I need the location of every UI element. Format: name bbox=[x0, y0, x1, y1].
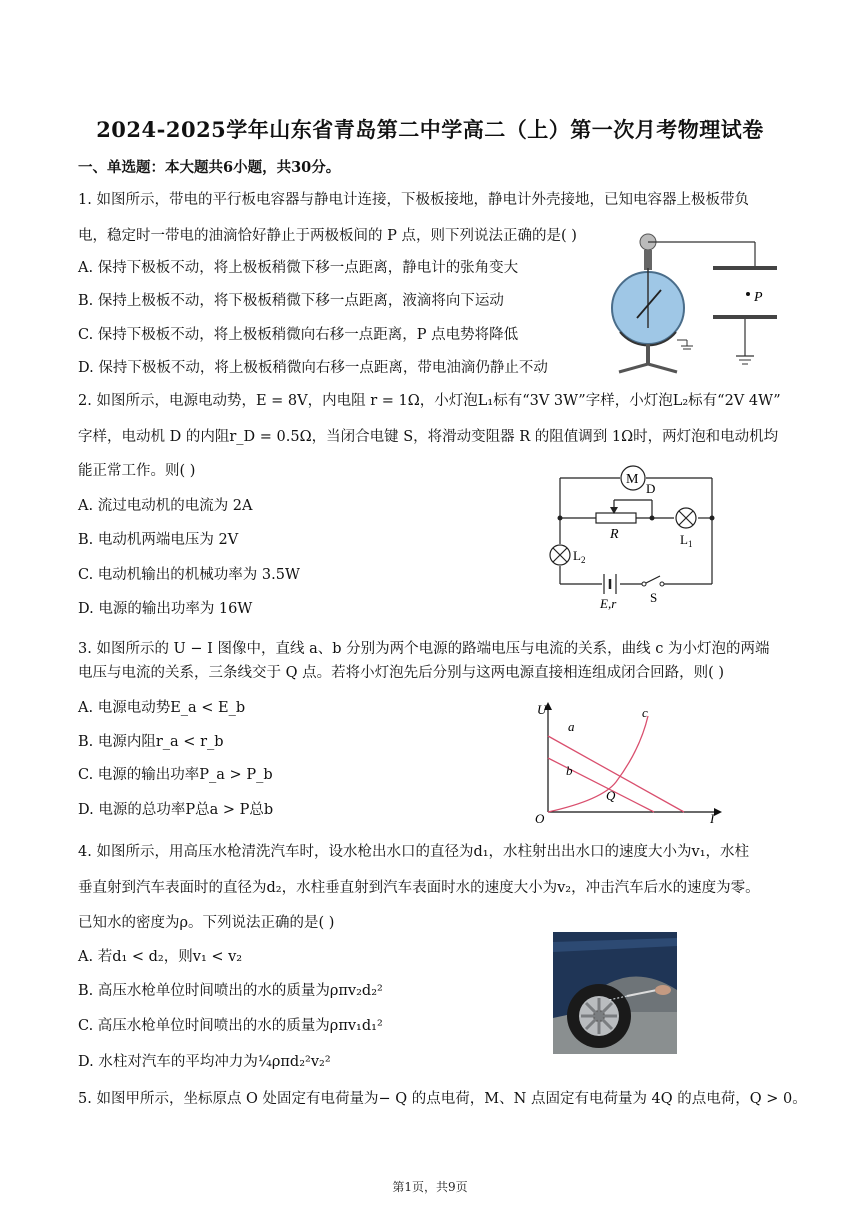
section-heading: 一、单选题：本大题共6小题，共30分。 bbox=[78, 159, 341, 176]
page-footer: 第1页，共9页 bbox=[392, 1180, 468, 1194]
q2-option-b: B. 电动机两端电压为 2V bbox=[78, 532, 239, 548]
q2-option-c: C. 电动机输出的机械功率为 3.5W bbox=[78, 567, 300, 583]
q2-stem-line2: 字样，电动机 D 的内阻r_D = 0.5Ω，当闭合电键 S，将滑动变阻器 R 的阻值调到 1Ω时，两灯泡和电动机均 bbox=[78, 429, 779, 445]
q3-axis-u: U bbox=[537, 702, 547, 717]
q4-option-b: B. 高压水枪单位时间喷出的水的质量为ρπv₂d₂² bbox=[78, 983, 383, 999]
q4-stem-line1: 4. 如图所示，用高压水枪清洗汽车时，设水枪出水口的直径为d₁，水柱射出出水口的速度大小为v₁，水柱 bbox=[78, 844, 750, 860]
q1-stem-line2: 电，稳定时一带电的油滴恰好静止于两极板间的 P 点，则下列说法正确的是( ) bbox=[78, 228, 577, 244]
q4-figure-car-wash-photo bbox=[553, 932, 677, 1054]
q3-label-b: b bbox=[566, 763, 573, 778]
q1-option-c: C. 保持下极板不动，将上极板稍微向右移一点距离，P 点电势将降低 bbox=[78, 327, 519, 343]
q4-option-d: D. 水柱对汽车的平均冲力为¼ρπd₂²v₂² bbox=[78, 1054, 331, 1070]
q3-label-a: a bbox=[568, 719, 575, 734]
q2-lamp2-sub: 2 bbox=[580, 555, 586, 565]
q2-motor-d-label: D bbox=[646, 481, 656, 496]
q2-stem-line1: 2. 如图所示，电源电动势，E = 8V，内电阻 r = 1Ω，小灯泡L₁标有“3V 3W”字样，小灯泡L₂标有“2V 4W” bbox=[78, 393, 781, 409]
q2-stem-line3: 能正常工作。则( ) bbox=[78, 463, 196, 479]
q2-lamp1-sub: 1 bbox=[687, 539, 693, 549]
page-title: 2024-2025学年山东省青岛第二中学高二（上）第一次月考物理试卷 bbox=[96, 117, 764, 142]
q3-option-b: B. 电源内阻r_a < r_b bbox=[78, 734, 224, 750]
q3-option-a: A. 电源电动势E_a < E_b bbox=[78, 700, 246, 716]
q2-option-a: A. 流过电动机的电流为 2A bbox=[78, 498, 253, 514]
svg-text:L1 bbox=[680, 532, 692, 549]
q3-stem-line2: 电压与电流的关系，三条线交于 Q 点。若将小灯泡先后分别与这两电源直接相连组成闭合回路，则( ) bbox=[78, 665, 725, 681]
q3-figure-ui-graph bbox=[532, 694, 732, 826]
q2-figure-circuit bbox=[540, 462, 720, 610]
q2-rheostat-label: R bbox=[610, 527, 619, 542]
q3-option-c: C. 电源的输出功率P_a > P_b bbox=[78, 767, 273, 783]
q1-option-b: B. 保持上极板不动，将下极板稍微下移一点距离，液滴将向下运动 bbox=[78, 293, 504, 309]
svg-text:L2 bbox=[573, 548, 585, 565]
q2-switch-label: S bbox=[650, 590, 658, 605]
q1-option-a: A. 保持下极板不动，将上极板稍微下移一点距离，静电计的张角变大 bbox=[78, 260, 519, 276]
q1-figure-electroscope bbox=[605, 228, 785, 376]
q2-lamp1-label: L bbox=[680, 532, 688, 547]
q3-stem-line1: 3. 如图所示的 U − I 图像中，直线 a、b 分别为两个电源的路端电压与电流的关系，曲线 c 为小灯泡的两端 bbox=[78, 641, 770, 657]
q1-stem-line1: 1. 如图所示，带电的平行板电容器与静电计连接，下极板接地，静电计外壳接地，已知电容器上极板带负 bbox=[78, 192, 749, 208]
q2-motor-label: M bbox=[626, 472, 639, 487]
q2-source-label: E,r bbox=[600, 596, 617, 610]
q4-stem-line3: 已知水的密度为ρ。下列说法正确的是( ) bbox=[78, 915, 335, 931]
q2-lamp2-label: L bbox=[573, 548, 581, 563]
q4-stem-line2: 垂直射到汽车表面时的直径为d₂，水柱垂直射到汽车表面时水的速度大小为v₂，冲击汽车后水的速度为零。 bbox=[78, 880, 760, 896]
q3-label-c: c bbox=[642, 705, 648, 720]
q3-axis-i: I bbox=[710, 811, 715, 826]
q3-label-q: Q bbox=[606, 788, 616, 803]
q1-point-p-label: P bbox=[754, 290, 763, 305]
q4-option-c: C. 高压水枪单位时间喷出的水的质量为ρπv₁d₁² bbox=[78, 1018, 383, 1034]
q2-option-d: D. 电源的输出功率为 16W bbox=[78, 601, 253, 617]
q3-option-d: D. 电源的总功率P总a > P总b bbox=[78, 802, 274, 818]
q4-option-a: A. 若d₁ < d₂，则v₁ < v₂ bbox=[78, 949, 243, 965]
q1-option-d: D. 保持下极板不动，将上极板稍微向右移一点距离，带电油滴仍静止不动 bbox=[78, 360, 548, 376]
q5-stem-line1: 5. 如图甲所示，坐标原点 O 处固定有电荷量为− Q 的点电荷，M、N 点固定有电荷量为 4Q 的点电荷，Q > 0。 bbox=[78, 1091, 807, 1107]
q3-origin: O bbox=[535, 811, 545, 826]
